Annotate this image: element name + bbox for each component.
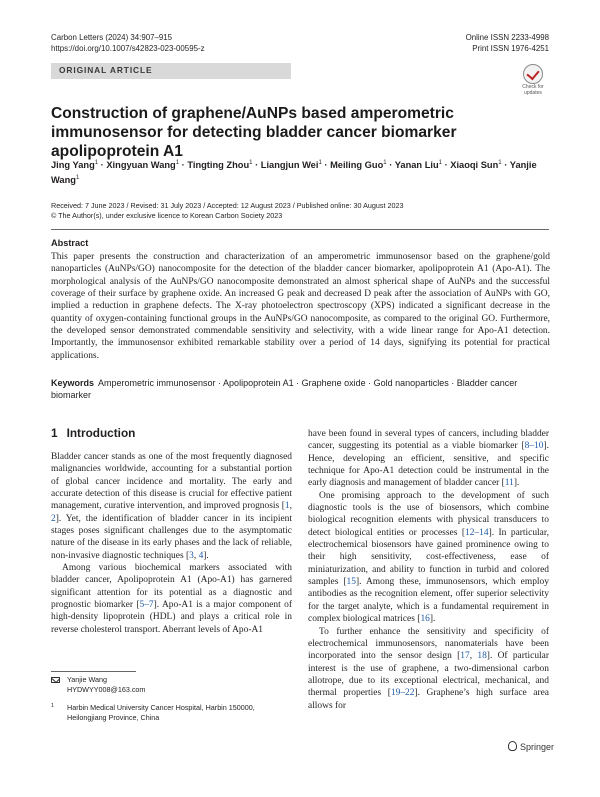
author-name[interactable]: Jing Yang xyxy=(51,160,95,170)
author-name[interactable]: Xiaoqi Sun xyxy=(450,160,499,170)
section-heading xyxy=(51,426,135,440)
doi-link[interactable]: https://doi.org/10.1007/s42823-023-00595-z xyxy=(51,43,205,53)
paragraph: have been found in several types of cancers, including bladder cancer, suggesting its potential as a viable biomarker [8–10]. Hence, developing an efficient, sensitive, and specific technique for Apo-A1 detection could be instrumental in the early diagnosis and management of bladder cancer [11]. xyxy=(308,429,549,489)
online-issn: Online ISSN 2233-4998 xyxy=(465,33,549,42)
citation-link[interactable]: 2 xyxy=(51,513,56,524)
paragraph: Among various biochemical markers associated with bladder cancer, Apolipoprotein A1 (Apo-A1) has garnered significant attention for its potential as a diagnostic and prognostic biomarker [5–7]. Apo-A1 is a major component of high-density lipoprotein (HDL) and plays a critical role in reverse cholesterol transport. Aberrant levels of Apo-A1 xyxy=(51,563,292,635)
contact-name: Yanjie Wang xyxy=(67,675,107,684)
right-column xyxy=(308,428,549,712)
keywords-list: Amperometric immunosensor · Apolipoprotein A1 · Graphene oxide · Gold nanoparticles · Bladder cancer biomarker xyxy=(51,378,518,401)
paragraph: To further enhance the sensitivity and specificity of electrochemical immunosensors, nanomaterials have been incorporated into the sensor design [17, 18]. Of particular interest is the use of graphene, a two-dimensional carbon allotrope, due to its exceptional electrical, mechanical, and thermal properties [19–22]. Graphene’s high surface area allows for xyxy=(308,626,549,711)
left-column xyxy=(51,451,292,636)
running-header-left xyxy=(51,33,205,54)
header-divider xyxy=(51,229,549,230)
citation-link[interactable]: 1 xyxy=(284,501,290,512)
article-title: Construction of graphene/AuNPs based amperometric immunosensor for detecting bladder cancer biomarker apolipoprotein A1 xyxy=(51,105,457,161)
citation-link[interactable]: 16 xyxy=(420,614,430,625)
abstract-body: This paper presents the construction and characterization of an amperometric immunosensor based on the graphene/gold nanoparticles (AuNPs/GO) nanocomposite for the detection of the bladder cancer biomarker, apolipoprotein A1 (Apo-A1). The morphological analysis of the AuNPs/GO nanocomposite demonstrated an almost spherical shape of AuNPs and the successful coverage of their surface by graphene oxide. An increased G peak and decreased D peak after the association of AuNPs with GO, implied a reduction in graphene defects. The X-ray photoelectron spectroscopy (XPS) indicated a significant decrease in the quantity of oxygen-containing functional groups in the AuNPs/GO nanocomposite, as compared to the original GO. Furthermore, the developed sensor demonstrated commendable sensitivity and selectivity, with a wide linear range for Apo-A1 detection. Importantly, the immunosensor exhibited remarkable stability over a period of 14 days, signifying its potential for practical applications. xyxy=(51,252,550,361)
journal-citation: Carbon Letters (2024) 34:907–915 xyxy=(51,33,173,42)
author-affiliation-mark: 1 xyxy=(75,175,80,182)
paragraph: One promising approach to the development of such diagnostic tools is the use of biosensors, which combine biological recognition elements with physical transducers to detect biological entities or processes [12–14]. In particular, electrochemical biosensors have gained prominence owing to their high sensitivity, cost-effectiveness, ease of miniaturization, and ability to function in turbid and colored samples [15]. Among these, immunosensors, which employ antibodies as the recognition element, offer superior selectivity for the target analyte, which is a fundamental requirement in complex biological matrices [16]. xyxy=(308,490,549,625)
citation-link[interactable]: 3 xyxy=(189,550,194,561)
author-affiliation-mark: 1 xyxy=(175,160,180,166)
author-name[interactable]: Liangjun Wei xyxy=(260,160,319,170)
citation-link[interactable]: 12–14 xyxy=(464,527,489,538)
running-header-right xyxy=(466,33,549,54)
article-type-bar xyxy=(51,63,291,79)
check-for-updates-text: Check for updates xyxy=(522,84,544,96)
envelope-icon xyxy=(51,677,60,683)
citation-link[interactable]: 11 xyxy=(504,478,514,489)
author-affiliation-mark: 1 xyxy=(498,160,502,166)
section-title: Introduction xyxy=(66,426,136,440)
author-name[interactable]: Yanan Liu xyxy=(394,160,439,170)
publisher-logo xyxy=(508,741,554,752)
publication-dates xyxy=(51,201,551,221)
citation-link[interactable]: 5–7 xyxy=(139,600,154,611)
author-name[interactable]: Xingyuan Wang xyxy=(106,160,176,170)
citation-link[interactable]: 19–22 xyxy=(390,688,415,699)
citation-link[interactable]: 4 xyxy=(198,550,204,561)
contact-email[interactable]: HYDWYY008@163.com xyxy=(67,685,146,694)
author-name[interactable]: Meiling Guo xyxy=(330,160,384,170)
article-type-label: ORIGINAL ARTICLE xyxy=(59,65,153,75)
check-for-updates-badge[interactable] xyxy=(517,64,549,98)
print-issn: Print ISSN 1976-4251 xyxy=(472,43,549,53)
abstract-heading: Abstract xyxy=(51,238,89,248)
affiliation-line: Harbin Medical University Cancer Hospital, Harbin 150000, xyxy=(67,703,255,712)
citation-link[interactable]: 8–10 xyxy=(524,441,544,452)
affiliation-number: 1 xyxy=(51,703,54,709)
keywords-label: Keywords xyxy=(51,378,95,388)
author-affiliation-mark: 1 xyxy=(318,160,322,166)
springer-horse-icon xyxy=(508,741,517,751)
author-name[interactable]: Tingting Zhou xyxy=(187,160,250,170)
affiliation-line: Heilongjiang Province, China xyxy=(67,713,160,722)
paragraph: Bladder cancer stands as one of the most frequently diagnosed malignancies worldwide, accounting for a substantial portion of global cancer incidence and mortality. The early and accurate detection of this disease is crucial for effective patient management, curative intervention, and improved prognosis [1, 2]. Yet, the identification of bladder cancer in its incipient stages poses significant challenges due to the asymptomatic nature of the disease in its early phases and the lack of reliable, non-invasive diagnostic techniques [3, 4]. xyxy=(51,452,292,561)
citation-link[interactable]: 18 xyxy=(477,651,487,662)
citation-link[interactable]: 17 xyxy=(460,651,470,662)
author-list: Jing Yang$^1$ · Xingyuan Wang$^1$ · Tingting Zhou$^1$ · Liangjun Wei$^1$ · Meiling Guo$^1$ · Yanan Liu$^1$ · Xiaoqi Sun$^1$ · Yanjie Wang$^1$ xyxy=(51,160,537,186)
copyright-line: © The Author(s), under exclusive licence to Korean Carbon Society 2023 xyxy=(51,211,283,221)
footnote-divider xyxy=(51,671,136,672)
check-for-updates-icon xyxy=(523,64,543,84)
history-dates: Received: 7 June 2023 / Revised: 31 July 2023 / Accepted: 12 August 2023 / Published online: 30 August 2023 xyxy=(51,201,404,210)
author-name[interactable]: Yanjie Wang xyxy=(51,160,537,186)
author-affiliation-mark: 1 xyxy=(249,160,253,166)
section-number: 1 xyxy=(51,426,58,440)
keywords xyxy=(51,377,550,402)
citation-link[interactable]: 15 xyxy=(346,577,356,588)
author-affiliation-mark: 1 xyxy=(383,160,387,166)
publisher-name: Springer xyxy=(520,742,555,752)
author-affiliation-mark: 1 xyxy=(94,160,99,166)
author-affiliation-mark: 1 xyxy=(438,160,442,166)
